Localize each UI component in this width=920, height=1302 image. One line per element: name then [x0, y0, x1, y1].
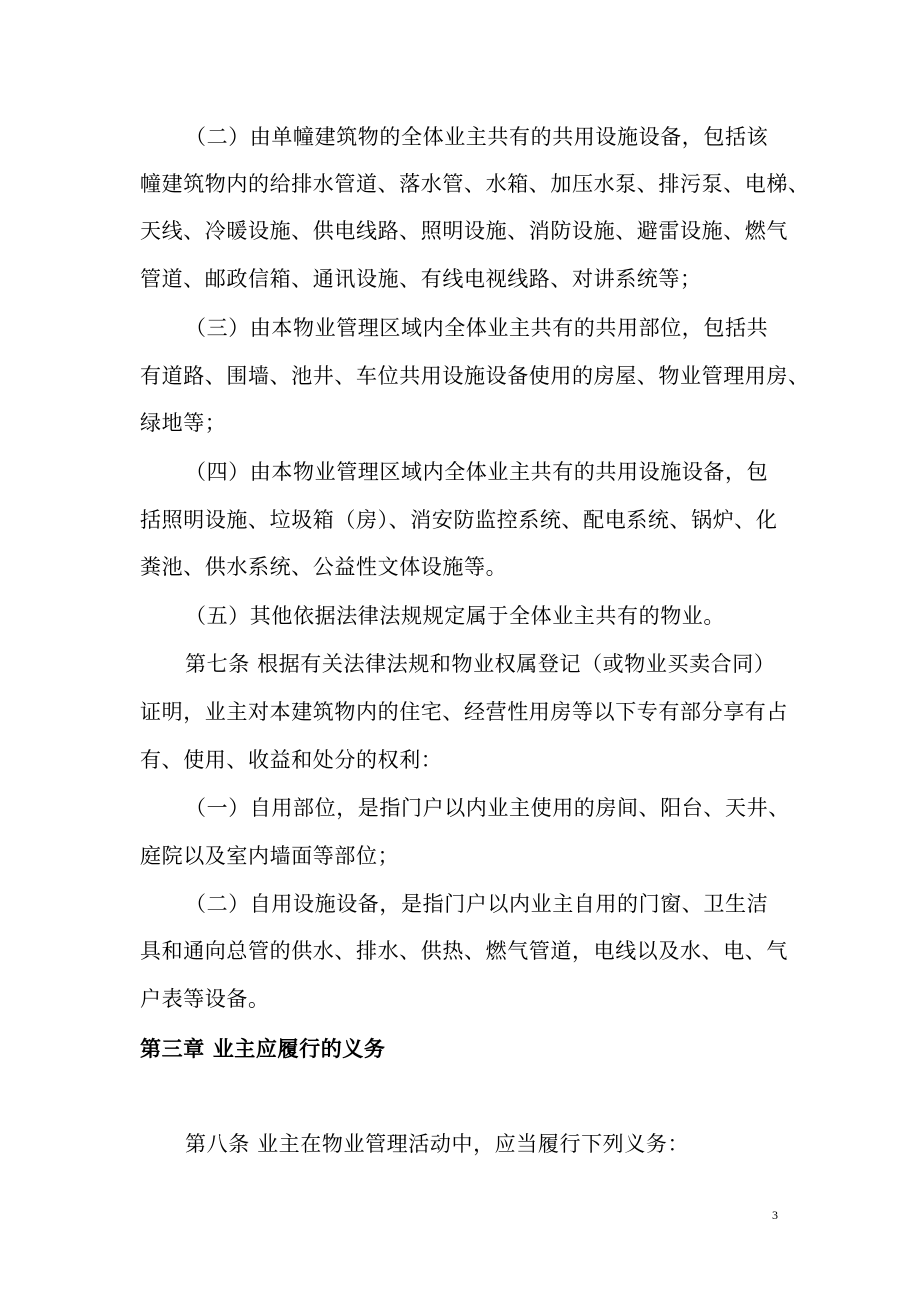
paragraph-line: （五）其他依据法律法规规定属于全体业主共有的物业。 [185, 604, 725, 628]
article-eight-line: 第八条 业主在物业管理活动中，应当履行下列义务： [185, 1132, 690, 1156]
paragraph-line: （一）自用部位，是指门户以内业主使用的房间、阳台、天井、 [185, 796, 790, 820]
paragraph-line: （四）由本物业管理区域内全体业主共有的共用设施设备，包 [185, 460, 769, 484]
paragraph-line: 天线、冷暖设施、供电线路、照明设施、消防设施、避雷设施、燃气 [140, 219, 788, 243]
paragraph-line: 管道、邮政信箱、通讯设施、有线电视线路、对讲系统等； [140, 267, 702, 291]
paragraph-line: （二）由单幢建筑物的全体业主共有的共用设施设备，包括该 [185, 125, 769, 149]
paragraph-line: （二）自用设施设备，是指门户以内业主自用的门窗、卫生洁 [185, 892, 769, 916]
paragraph-line: 户表等设备。 [140, 987, 270, 1011]
paragraph-line: 幢建筑物内的给排水管道、落水管、水箱、加压水泵、排污泵、电梯、 [140, 172, 810, 196]
paragraph-line: 有、使用、收益和处分的权利： [140, 748, 443, 772]
paragraph-line: 具和通向总管的供水、排水、供热、燃气管道，电线以及水、电、气 [140, 939, 788, 963]
paragraph-line: 庭院以及室内墙面等部位； [140, 844, 400, 868]
paragraph-line: 有道路、围墙、池井、车位共用设施设备使用的房屋、物业管理用房、 [140, 364, 810, 388]
paragraph-line: （三）由本物业管理区域内全体业主共有的共用部位，包括共 [185, 316, 769, 340]
article-seven-line: 第七条 根据有关法律法规和物业权属登记（或物业买卖合同） [185, 652, 776, 676]
paragraph-line: 粪池、供水系统、公益性文体设施等。 [140, 555, 508, 579]
chapter-heading: 第三章 业主应履行的义务 [140, 1037, 386, 1061]
paragraph-line: 绿地等； [140, 411, 227, 435]
paragraph-line: 括照明设施、垃圾箱（房）、消安防监控系统、配电系统、锅炉、化 [140, 508, 778, 532]
paragraph-line: 证明，业主对本建筑物内的住宅、经营性用房等以下专有部分享有占 [140, 700, 788, 724]
page-number: 3 [772, 1208, 778, 1222]
